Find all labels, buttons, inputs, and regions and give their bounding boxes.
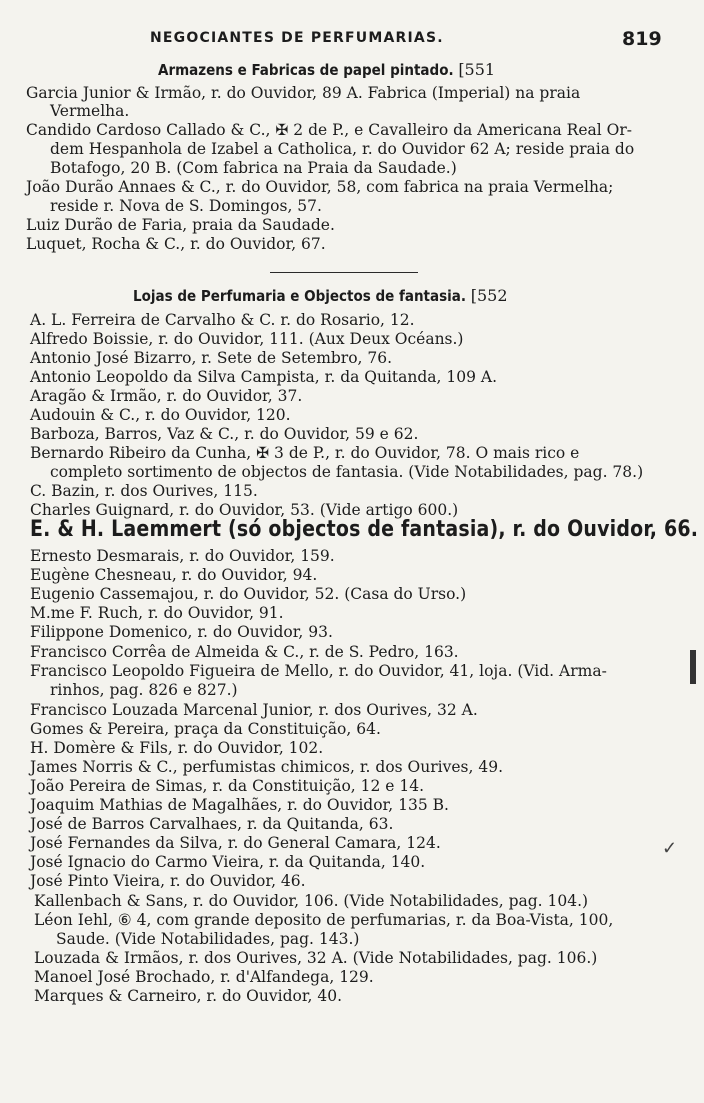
entry-line: Francisco Louzada Marcenal Junior, r. dos Ourives, 32 A.	[30, 701, 478, 719]
entry-line: Eugène Chesneau, r. do Ouvidor, 94.	[30, 566, 318, 584]
entry-line: Audouin & C., r. do Ouvidor, 120.	[30, 406, 291, 424]
entry-line: Eugenio Cassemajou, r. do Ouvidor, 52. (Casa do Urso.)	[30, 585, 467, 603]
entry-line: H. Domère & Fils, r. do Ouvidor, 102.	[30, 739, 324, 757]
section-ref-number: [551	[458, 60, 496, 79]
entry-line: A. L. Ferreira de Carvalho & C. r. do Rosario, 12.	[30, 311, 415, 329]
entry-line: José Ignacio do Carmo Vieira, r. da Quitanda, 140.	[30, 853, 426, 871]
section-title-text: Lojas de Perfumaria e Objectos de fantasia.	[133, 287, 467, 305]
entry-line: Garcia Junior & Irmão, r. do Ouvidor, 89 A. Fabrica (Imperial) na praia	[26, 84, 581, 102]
entry-line: Léon Iehl, ⑥ 4, com grande deposito de perfumarias, r. da Boa-Vista, 100,	[34, 911, 614, 929]
entry-line: Marques & Carneiro, r. do Ouvidor, 40.	[34, 987, 343, 1005]
entry-line: Barboza, Barros, Vaz & C., r. do Ouvidor, 59 e 62.	[30, 425, 419, 443]
entry-line: José Fernandes da Silva, r. do General Camara, 124.	[30, 834, 441, 852]
handwritten-check-icon: ✓	[662, 838, 678, 859]
entry-line: James Norris & C., perfumistas chimicos, r. dos Ourives, 49.	[30, 758, 503, 776]
section-heading-551	[158, 60, 495, 79]
page-number: 819	[622, 28, 662, 50]
entry-line: Charles Guignard, r. do Ouvidor, 53. (Vide artigo 600.)	[30, 501, 459, 519]
entry-line: João Durão Annaes & C., r. do Ouvidor, 58, com fabrica na praia Vermelha;	[26, 178, 614, 196]
section-ref-number: [552	[470, 286, 508, 305]
entry-line: Ernesto Desmarais, r. do Ouvidor, 159.	[30, 547, 335, 565]
entry-line: dem Hespanhola de Izabel a Catholica, r. do Ouvidor 62 A; reside praia do	[50, 140, 635, 158]
entry-line: M.me F. Ruch, r. do Ouvidor, 91.	[30, 604, 284, 622]
entry-line: Alfredo Boissie, r. do Ouvidor, 111. (Aux Deux Océans.)	[30, 330, 464, 348]
entry-line: Saude. (Vide Notabilidades, pag. 143.)	[56, 930, 360, 948]
entry-line: Vermelha.	[50, 102, 130, 120]
entry-line: Joaquim Mathias de Magalhães, r. do Ouvidor, 135 B.	[30, 796, 449, 814]
entry-line: Antonio Leopoldo da Silva Campista, r. da Quitanda, 109 A.	[30, 368, 498, 386]
featured-entry: E. & H. Laemmert (só objectos de fantasia), r. do Ouvidor, 66.	[30, 517, 699, 542]
running-title: NEGOCIANTES DE PERFUMARIAS.	[150, 30, 444, 46]
margin-bracket-mark	[690, 650, 696, 684]
entry-line: rinhos, pag. 826 e 827.)	[50, 681, 238, 699]
entry-line: completo sortimento de objectos de fantasia. (Vide Notabilidades, pag. 78.)	[50, 463, 644, 481]
section-divider	[270, 272, 418, 273]
entry-line: Filippone Domenico, r. do Ouvidor, 93.	[30, 623, 333, 641]
entry-line: Kallenbach & Sans, r. do Ouvidor, 106. (Vide Notabilidades, pag. 104.)	[34, 892, 589, 910]
entry-line: Botafogo, 20 B. (Com fabrica na Praia da Saudade.)	[50, 159, 457, 177]
entry-line: Aragão & Irmão, r. do Ouvidor, 37.	[30, 387, 303, 405]
entry-line: Francisco Corrêa de Almeida & C., r. de S. Pedro, 163.	[30, 643, 459, 661]
entry-line: José de Barros Carvalhaes, r. da Quitanda, 63.	[30, 815, 394, 833]
entry-line: Manoel José Brochado, r. d'Alfandega, 129.	[34, 968, 374, 986]
entry-line: C. Bazin, r. dos Ourives, 115.	[30, 482, 258, 500]
entry-line: Bernardo Ribeiro da Cunha, ✠ 3 de P., r. do Ouvidor, 78. O mais rico e	[30, 444, 580, 462]
entry-line: José Pinto Vieira, r. do Ouvidor, 46.	[30, 872, 306, 890]
entry-line: Gomes & Pereira, praça da Constituição, 64.	[30, 720, 381, 738]
section-heading-552	[133, 286, 508, 305]
entry-line: Louzada & Irmãos, r. dos Ourives, 32 A. (Vide Notabilidades, pag. 106.)	[34, 949, 598, 967]
entry-line: João Pereira de Simas, r. da Constituição, 12 e 14.	[30, 777, 425, 795]
section-title-text: Armazens e Fabricas de papel pintado.	[158, 61, 454, 79]
entry-line: Luquet, Rocha & C., r. do Ouvidor, 67.	[26, 235, 326, 253]
entry-line: reside r. Nova de S. Domingos, 57.	[50, 197, 322, 215]
entry-line: Francisco Leopoldo Figueira de Mello, r. do Ouvidor, 41, loja. (Vid. Arma-	[30, 662, 607, 680]
entry-line: Candido Cardoso Callado & C., ✠ 2 de P., e Cavalleiro da Americana Real Or-	[26, 121, 632, 139]
entry-line: Antonio José Bizarro, r. Sete de Setembro, 76.	[30, 349, 393, 367]
entry-line: Luiz Durão de Faria, praia da Saudade.	[26, 216, 335, 234]
page-header	[0, 28, 704, 54]
